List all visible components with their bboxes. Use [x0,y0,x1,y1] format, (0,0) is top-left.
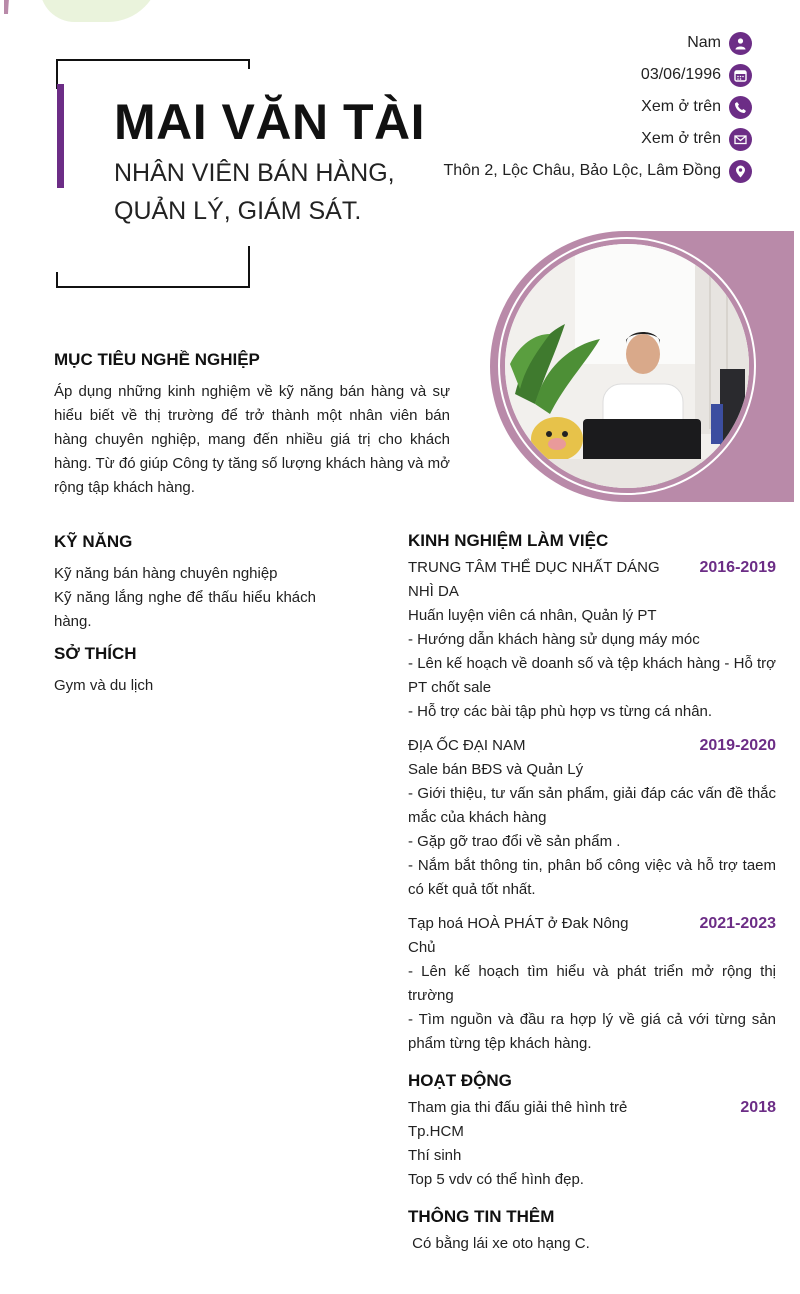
gender-text: Nam [687,34,721,51]
hobbies-text: Gym và du lịch [54,677,154,694]
experience-role: Huấn luyện viên cá nhân, Quản lý PT [408,607,657,624]
user-icon [729,32,752,55]
experience-years: 2021-2023 [699,915,776,932]
contact-dob [641,63,752,87]
experience-role: Sale bán BĐS và Quản Lý [408,761,584,778]
profile-photo [505,244,749,488]
decorative-blob-purple [4,0,144,54]
experience-item [408,556,776,724]
experience-years: 2016-2019 [699,559,776,576]
experience-detail: - Lên kế hoạch tìm hiểu và phát triển mở rộng thị trường [408,963,776,1004]
job-title: NHÂN VIÊN BÁN HÀNG, QUẢN LÝ, GIÁM SÁT. [114,159,395,225]
experience-company: Tạp hoá HOÀ PHÁT ở Đak Nông [408,915,629,932]
objective-heading: MỤC TIÊU NGHỀ NGHIỆP [54,350,260,369]
activity-result: Top 5 vdv có thể hình đẹp. [408,1171,584,1188]
phone-icon [729,96,752,119]
objective-text: Áp dụng những kinh nghiệm về kỹ năng bán hàng và sự hiểu biết về thị trường để trở thành một nhân viên bán hàng chuyên nghiệp, mang đến nhiều giá trị cho khách hàng. Từ đó giúp Công ty tăng số lượng khách hàng và mở rộng tập khách hàng. [54,383,450,496]
email-text: Xem ở trên [641,130,721,147]
additional-heading: THÔNG TIN THÊM [408,1207,555,1226]
activity-event: Tham gia thi đấu giải thê hình trẻ Tp.HCM [408,1099,628,1140]
frame-line-bottom [56,286,250,288]
mail-icon [729,128,752,151]
candidate-name: MAI VĂN TÀI [114,94,426,150]
experience-detail: - Nắm bắt thông tin, phân bổ công việc và hỗ trợ taem có kết quả tốt nhất. [408,857,776,898]
experience-heading: KINH NGHIỆM LÀM VIỆC [408,531,609,550]
skills-list [54,562,316,634]
experience-item [408,734,776,902]
experience-detail: - Lên kế hoạch về doanh số và tệp khách hàng - Hỗ trợ PT chốt sale [408,655,776,696]
activity-role: Thí sinh [408,1147,462,1164]
activities-heading: HOẠT ĐỘNG [408,1071,512,1090]
frame-accent-bar [57,84,64,188]
contact-address [443,159,752,183]
frame-line-right-top [248,59,250,69]
activity-year: 2018 [740,1099,776,1116]
location-icon [729,160,752,183]
experience-detail: - Gặp gỡ trao đổi về sản phẩm . [408,833,621,850]
frame-line-right-bottom [248,246,250,288]
experience-company: TRUNG TÂM THỂ DỤC NHẤT DÁNG NHÌ DA [408,559,660,600]
experience-detail: - Hướng dẫn khách hàng sử dụng máy móc [408,631,700,648]
skill-item: Kỹ năng bán hàng chuyên nghiệp [54,565,278,582]
hobbies-heading: SỞ THÍCH [54,644,137,663]
calendar-icon [729,64,752,87]
phone-text: Xem ở trên [641,98,721,115]
experience-detail: - Giới thiệu, tư vấn sản phẩm, giải đáp các vấn đề thắc mắc của khách hàng [408,785,776,826]
contact-gender [687,31,752,55]
skill-item: Kỹ năng lắng nghe để thấu hiểu khách hàng. [54,589,316,630]
experience-detail: - Hỗ trợ các bài tập phù hợp vs từng cá nhân. [408,703,713,720]
experience-role: Chủ [408,939,436,956]
address-text: Thôn 2, Lộc Châu, Bảo Lộc, Lâm Đồng [443,162,721,179]
activity-item [408,1096,776,1192]
skills-heading: KỸ NĂNG [54,532,133,551]
contact-email [641,127,752,151]
experience-detail: - Tìm nguồn và đầu ra hợp lý về giá cả với từng sản phẩm từng tệp khách hàng. [408,1011,776,1052]
additional-text: Có bằng lái xe oto hạng C. [408,1235,590,1252]
experience-company: ĐỊA ỐC ĐẠI NAM [408,737,526,754]
dob-text: 03/06/1996 [640,66,721,83]
experience-item [408,912,776,1056]
experience-years: 2019-2020 [699,737,776,754]
frame-line-left-bottom [56,272,58,288]
frame-line-top [56,59,250,61]
contact-phone [641,95,752,119]
